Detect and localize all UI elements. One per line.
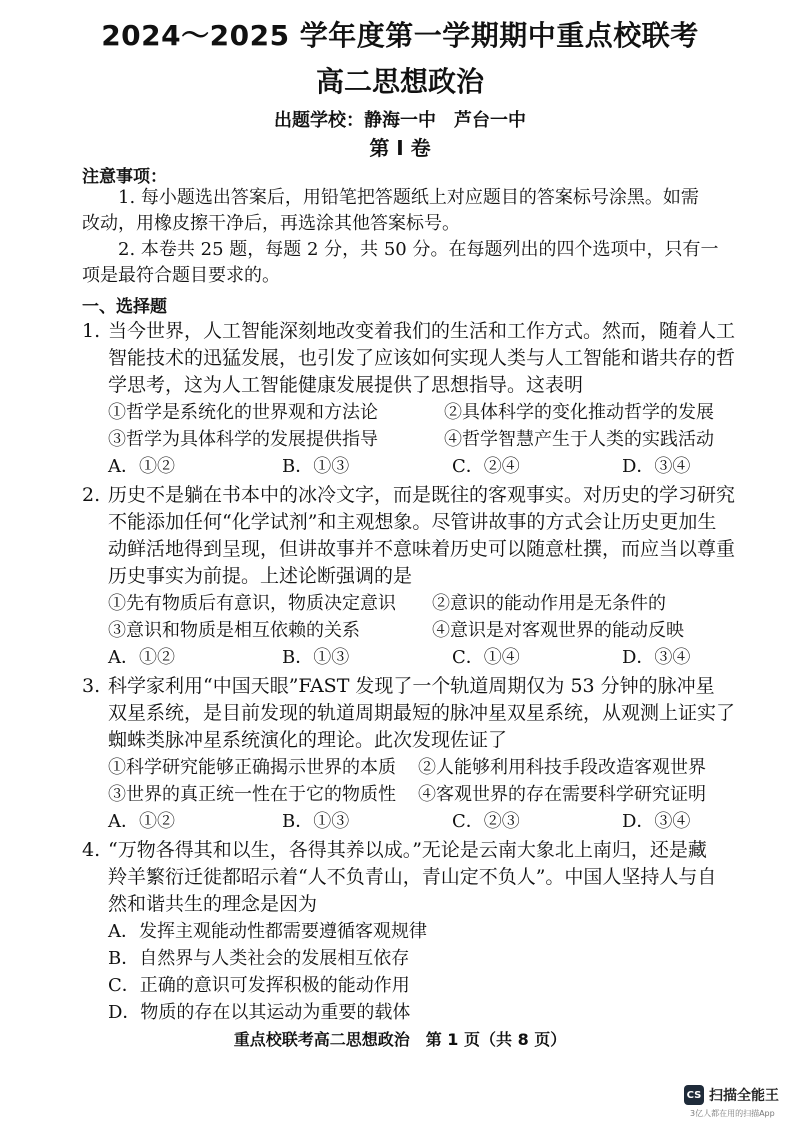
answer-option-b: B．①③ — [282, 811, 350, 832]
notice-item-1: 1. 每小题选出答案后，用铅笔把答题纸上对应题目的答案标号涂黑。如需 — [118, 187, 699, 208]
question-text-line: 智能技术的迅猛发展，也引发了应该如何实现人类与人工智能和谐共存的哲 — [108, 347, 736, 369]
answer-option-a: A．发挥主观能动性都需要遵循客观规律 — [108, 921, 427, 942]
statement-4: ④哲学智慧产生于人类的实践活动 — [444, 429, 714, 450]
subject-title: 高二思想政治 — [315, 65, 484, 98]
answer-option-c: C．①④ — [452, 647, 520, 668]
scanner-app-name: 扫描全能王 — [709, 1088, 779, 1104]
question-text-line: 科学家利用“中国天眼”FAST 发现了一个轨道周期仅为 53 分钟的脉冲星 — [108, 675, 715, 697]
statement-1: ①哲学是系统化的世界观和方法论 — [108, 402, 378, 423]
answer-option-b: B．①③ — [282, 647, 350, 668]
statement-4: ④意识是对客观世界的能动反映 — [432, 620, 684, 641]
statement-2: ②意识的能动作用是无条件的 — [432, 593, 666, 614]
answer-option-a: A．①② — [108, 647, 175, 668]
answer-option-c: C．②③ — [452, 811, 520, 832]
question-text-line: 不能添加任何“化学试剂”和主观想象。尽管讲故事的方式会让历史更加生 — [108, 511, 717, 533]
answer-option-c: C．正确的意识可发挥积极的能动作用 — [108, 975, 410, 996]
page-footer: 重点校联考高二思想政治 第 1 页（共 8 页） — [233, 1030, 567, 1049]
notice-item-1-cont: 改动，用橡皮擦干净后，再选涂其他答案标号。 — [82, 213, 460, 234]
question-text-line: 历史事实为前提。上述论断强调的是 — [108, 565, 413, 587]
statement-2: ②人能够利用科技手段改造客观世界 — [418, 757, 706, 778]
statement-3: ③哲学为具体科学的发展提供指导 — [108, 429, 378, 450]
question-text-line: 然和谐共生的理念是因为 — [108, 893, 318, 915]
answer-option-d: D．③④ — [622, 811, 691, 832]
question-number: 2. — [82, 484, 101, 506]
statement-1: ①科学研究能够正确揭示世界的本质 — [108, 757, 396, 778]
volume-label: 第 I 卷 — [369, 136, 431, 160]
answer-option-d: D．③④ — [622, 647, 691, 668]
question-text-line: “万物各得其和以生，各得其养以成。”无论是云南大象北上南归，还是藏 — [108, 839, 707, 861]
question-text-line: 动鲜活地得到呈现，但讲故事并不意味着历史可以随意杜撰，而应当以尊重 — [108, 538, 736, 560]
statement-3: ③意识和物质是相互依赖的关系 — [108, 620, 360, 641]
statement-3: ③世界的真正统一性在于它的物质性 — [108, 784, 396, 805]
answer-option-d: D．物质的存在以其运动为重要的载体 — [108, 1002, 411, 1023]
answer-option-b: B．自然界与人类社会的发展相互依存 — [108, 948, 410, 969]
question-text-line: 双星系统，是目前发现的轨道周期最短的脉冲星双星系统，从观测上证实了 — [108, 702, 736, 724]
scanner-tagline: 3亿人都在用的扫描App — [690, 1109, 775, 1118]
statement-2: ②具体科学的变化推动哲学的发展 — [444, 402, 714, 423]
answer-option-d: D．③④ — [622, 456, 691, 477]
scanner-logo-icon: CS — [684, 1085, 704, 1105]
answer-option-c: C．②④ — [452, 456, 520, 477]
question-text-line: 羚羊繁衍迁徙都昭示着“人不负青山，青山定不负人”。中国人坚持人与自 — [108, 866, 717, 888]
scanner-watermark — [684, 1085, 779, 1105]
question-number: 3. — [82, 675, 101, 697]
question-number: 1. — [82, 320, 101, 342]
section-heading: 一、选择题 — [82, 297, 167, 317]
question-text-line: 学思考，这为人工智能健康发展提供了思想指导。这表明 — [108, 374, 584, 396]
question-text-line: 蜘蛛类脉冲星系统演化的理论。此次发现佐证了 — [108, 729, 508, 751]
statement-1: ①先有物质后有意识，物质决定意识 — [108, 593, 396, 614]
notice-heading: 注意事项： — [82, 167, 167, 187]
exam-title: 2024～2025 学年度第一学期期中重点校联考 — [101, 19, 699, 52]
question-text-line: 当今世界，人工智能深刻地改变着我们的生活和工作方式。然而，随着人工 — [108, 320, 736, 342]
statement-4: ④客观世界的存在需要科学研究证明 — [418, 784, 706, 805]
answer-option-b: B．①③ — [282, 456, 350, 477]
question-number: 4. — [82, 839, 101, 861]
notice-item-2: 2. 本卷共 25 题，每题 2 分，共 50 分。在每题列出的四个选项中，只有一 — [118, 239, 719, 260]
answer-option-a: A．①② — [108, 456, 175, 477]
setter-schools: 出题学校：静海一中 芦台一中 — [274, 110, 526, 131]
notice-item-2-cont: 项是最符合题目要求的。 — [82, 265, 280, 286]
answer-option-a: A．①② — [108, 811, 175, 832]
question-text-line: 历史不是躺在书本中的冰冷文字，而是既往的客观事实。对历史的学习研究 — [108, 484, 736, 506]
